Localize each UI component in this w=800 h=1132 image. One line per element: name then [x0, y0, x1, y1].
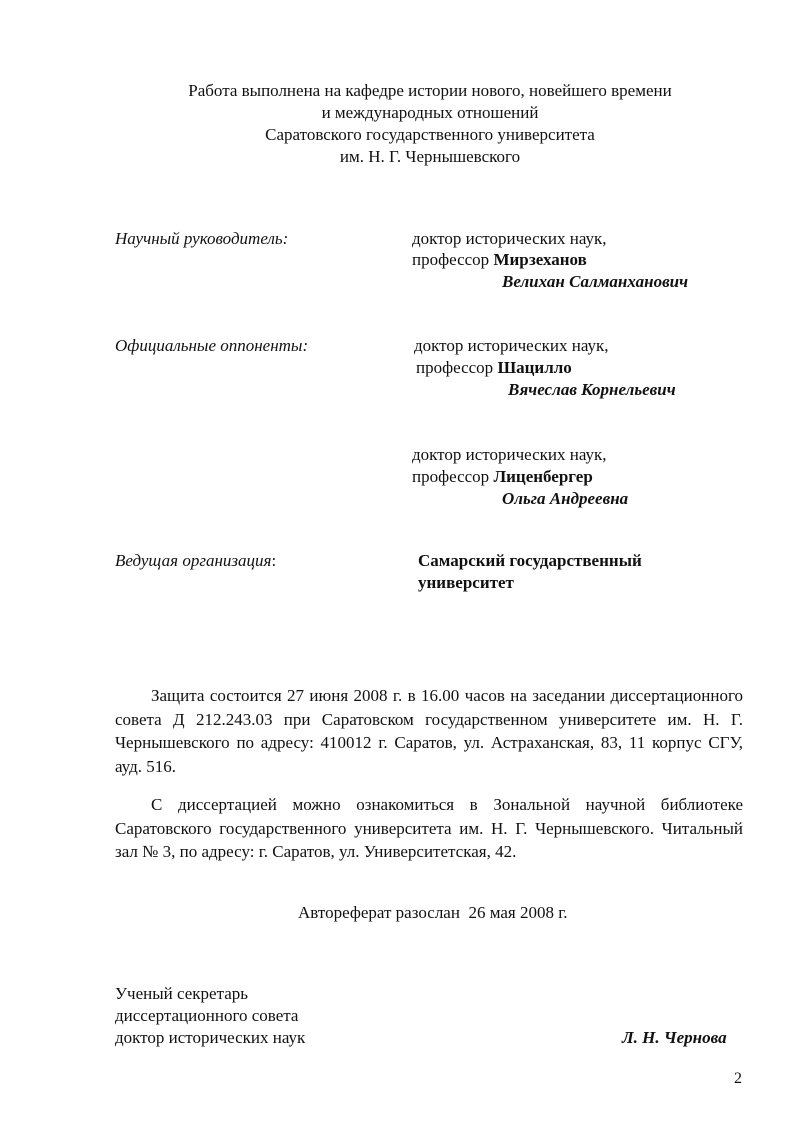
distribution-date: Автореферат разослан 26 мая 2008 г.: [298, 903, 568, 922]
library-paragraph: [115, 793, 743, 864]
opponent-1-given-names: Вячеслав Корнельевич: [508, 380, 676, 399]
defense-paragraph: [115, 684, 743, 778]
supervisor-degree: доктор исторических наук,: [412, 229, 607, 248]
header-line-2: и международных отношений: [321, 103, 539, 122]
secretary-line-2: диссертационного совета: [115, 1006, 299, 1025]
opponent-1-surname: Шацилло: [497, 358, 572, 377]
opponent-1-title-line: [416, 357, 572, 379]
opponents-label: Официальные оппоненты:: [115, 336, 309, 355]
defense-paragraph-text: Защита состоится 27 июня 2008 г. в 16.00 часов на заседании диссертационного совета Д 212.243.03 при Саратовском государственном университете им. Н. Г. Чернышевского по адресу: 410012 г. Саратов, ул. Астраханская, 83, 11 корпус СГУ, ауд. 516.: [115, 686, 743, 776]
opponent-2-given-names: Ольга Андреевна: [502, 489, 629, 508]
supervisor-label: Научный руководитель:: [115, 229, 289, 248]
supervisor-title: профессор: [412, 250, 490, 269]
opponent-1-degree: доктор исторических наук,: [414, 336, 609, 355]
opponent-1-title: профессор: [416, 358, 494, 377]
header-line-1: Работа выполнена на кафедре истории нового, новейшего времени: [188, 81, 672, 100]
header-line-3: Саратовского государственного университета: [265, 125, 595, 144]
supervisor-surname: Мирзеханов: [493, 250, 587, 269]
leading-org-line-2: университет: [418, 573, 514, 592]
library-paragraph-text: С диссертацией можно ознакомиться в Зональной научной библиотеке Саратовского государственного университета им. Н. Г. Чернышевского. Читальный зал № 3, по адресу: г. Саратов, ул. Университетская, 42.: [115, 795, 743, 861]
leading-org-colon: :: [271, 551, 277, 570]
opponent-2-title-line: [412, 466, 593, 488]
secretary-name: Л. Н. Чернова: [622, 1028, 727, 1047]
supervisor-title-line: [412, 249, 587, 271]
header-line-4: им. Н. Г. Чернышевского: [339, 147, 521, 166]
leading-org-label: Ведущая организация: [115, 551, 272, 570]
opponent-2-degree: доктор исторических наук,: [412, 445, 607, 464]
leading-org-line-1: Самарский государственный: [418, 551, 642, 570]
supervisor-given-names: Велихан Салманханович: [502, 272, 689, 291]
opponent-2-title: профессор: [412, 467, 490, 486]
secretary-line-3: доктор исторических наук: [115, 1028, 306, 1047]
secretary-line-1: Ученый секретарь: [115, 984, 249, 1003]
opponent-2-surname: Лиценбергер: [493, 467, 593, 486]
page-number: 2: [734, 1070, 742, 1087]
leading-org-label-line: [115, 550, 276, 572]
